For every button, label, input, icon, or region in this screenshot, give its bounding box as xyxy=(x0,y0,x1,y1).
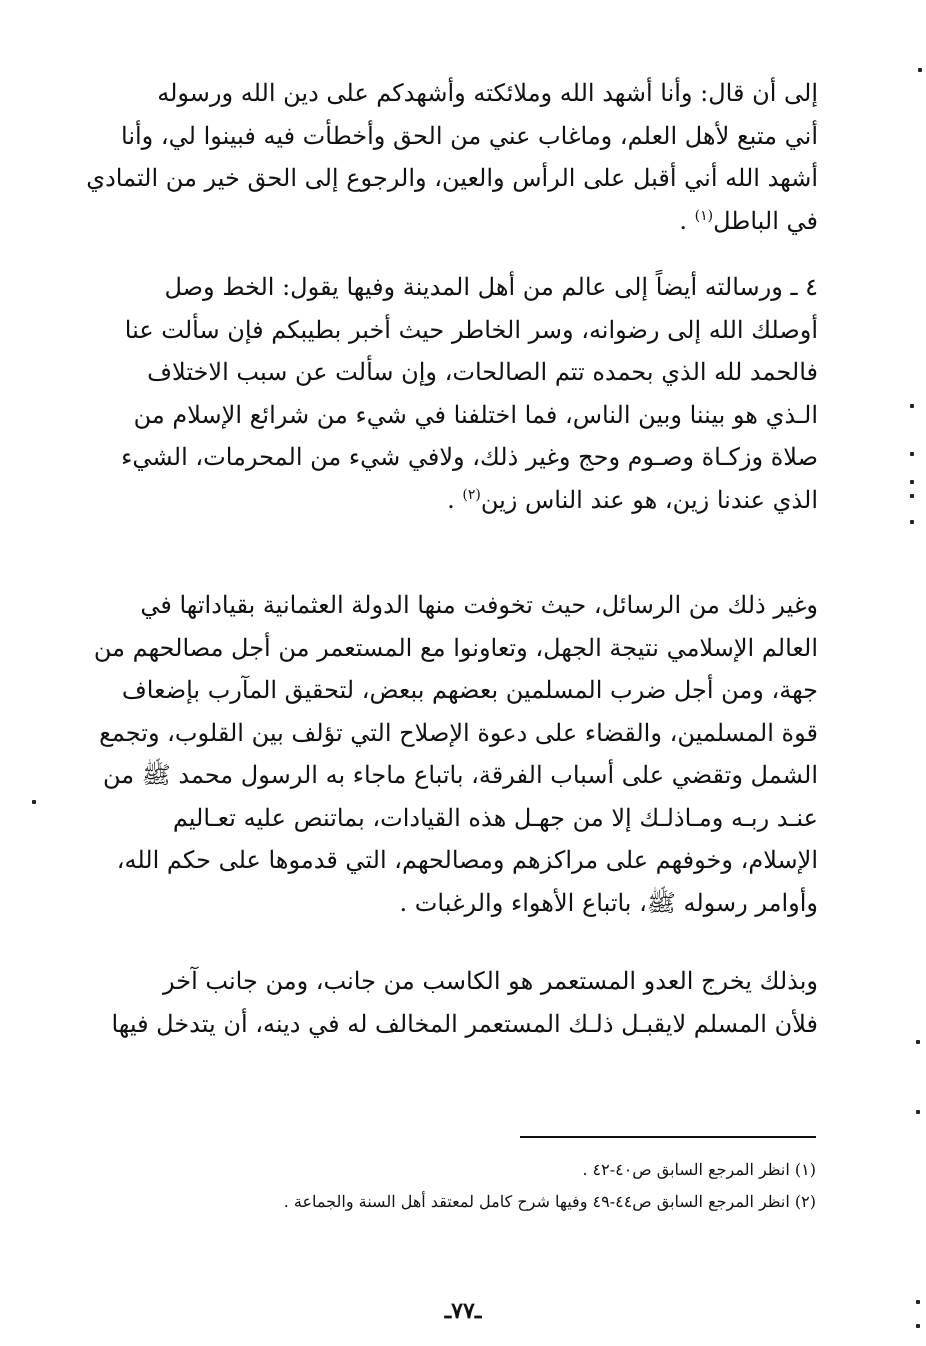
scan-speck xyxy=(916,1110,920,1114)
footnote-ref-1[interactable]: (١) xyxy=(694,207,714,224)
text-line: الـذي هو بيننا وبين الناس، فما اختلفنا في شيء من شرائع الإسلام من xyxy=(133,400,818,429)
scan-speck xyxy=(910,452,914,456)
scan-speck xyxy=(910,520,914,524)
scan-speck xyxy=(918,68,922,72)
paragraph-2 xyxy=(106,266,818,521)
text-line: فلأن المسلم لايقبـل ذلـك المستعمر المخالف له في دينه، أن يتدخل فيها xyxy=(111,1009,818,1038)
scan-speck xyxy=(32,800,36,804)
scan-speck xyxy=(916,1040,920,1044)
text-line: عنـد ربـه ومـاذلـك إلا من جهـل هذه القيادات، بماتنص عليه تعـاليم xyxy=(172,803,818,832)
scan-speck xyxy=(916,1324,920,1328)
text-line: صلاة وزكـاة وصـوم وحج وغير ذلك، ولافي شيء من المحرمات، الشيء xyxy=(121,443,818,471)
text-line: وأوامر رسوله ﷺ، باتباع الأهواء والرغبات . xyxy=(399,888,818,917)
text-line: وبذلك يخرج العدو المستعمر هو الكاسب من جانب، ومن جانب آخر xyxy=(163,967,818,995)
text-line: جهة، ومن أجل ضرب المسلمين بعضهم ببعض، لتحقيق المآرب بإضعاف xyxy=(121,676,818,704)
text-line: قوة المسلمين، والقضاء على دعوة الإصلاح التي تؤلف بين القلوب، وتجمع xyxy=(99,718,818,747)
text-line: وغير ذلك من الرسائل، حيث تخوفت منها الدولة العثمانية بقياداتها في xyxy=(140,591,818,619)
scan-speck xyxy=(910,494,914,498)
footnote-2: (٢) انظر المرجع السابق ص٤٤-٤٩ وفيها شرح كامل لمعتقد أهل السنة والجماعة . xyxy=(283,1192,816,1211)
scan-speck xyxy=(910,480,914,484)
footnotes xyxy=(180,1154,816,1218)
text-fragment: في الباطل xyxy=(713,206,818,235)
paragraph-4 xyxy=(106,960,818,1045)
scan-speck xyxy=(916,1300,920,1304)
paragraph-3 xyxy=(93,584,818,924)
text-line: الشمل وتقضي على أسباب الفرقة، باتباع ماجاء به الرسول محمد ﷺ من xyxy=(102,761,818,789)
text-line: العالم الإسلامي نتيجة الجهل، وتعاونوا مع المستعمر من أجل مصالحهم من xyxy=(93,633,818,662)
page-number: ـ٧٧ـ xyxy=(444,1298,482,1324)
text-line: إلى أن قال: وأنا أشهد الله وملائكته وأشهدكم على دين الله ورسوله xyxy=(157,79,818,107)
footnote-divider xyxy=(520,1136,816,1138)
paragraph-1 xyxy=(86,72,818,242)
footnote-1: (١) انظر المرجع السابق ص٤٠-٤٢ . xyxy=(582,1160,816,1179)
text-line-last: في الباطل$^{(١)}$ . xyxy=(679,206,818,235)
text-line: أني متبع لأهل العلم، وماغاب عني من الحق وأخطأت فيه فبينوا لي، وأنا xyxy=(121,121,818,150)
text-fragment: الذي عندنا زين، هو عند الناس زين xyxy=(480,485,818,514)
text-line: أوصلك الله إلى رضوانه، وسر الخاطر حيث أخبر بطيبكم فإن سألت عنا xyxy=(124,315,818,344)
footnote-ref-2[interactable]: (٢) xyxy=(462,486,481,503)
text-line: فالحمد لله الذي بحمده تتم الصالحات، وإن سألت عن سبب الاختلاف xyxy=(147,358,818,386)
text-line: ٤ ـ ورسالته أيضاً إلى عالم من أهل المدينة وفيها يقول: الخط وصل xyxy=(164,273,818,301)
text-line: الإسلام، وخوفهم على مراكزهم ومصالحهم، التي قدموها على حكم الله، xyxy=(116,846,818,874)
text-line-last: الذي عندنا زين، هو عند الناس زين$^{(٢)}$ . xyxy=(447,485,818,514)
scan-speck xyxy=(910,404,914,408)
text-line: أشهد الله أني أقبل على الرأس والعين، والرجوع إلى الحق خير من التمادي xyxy=(86,164,818,192)
